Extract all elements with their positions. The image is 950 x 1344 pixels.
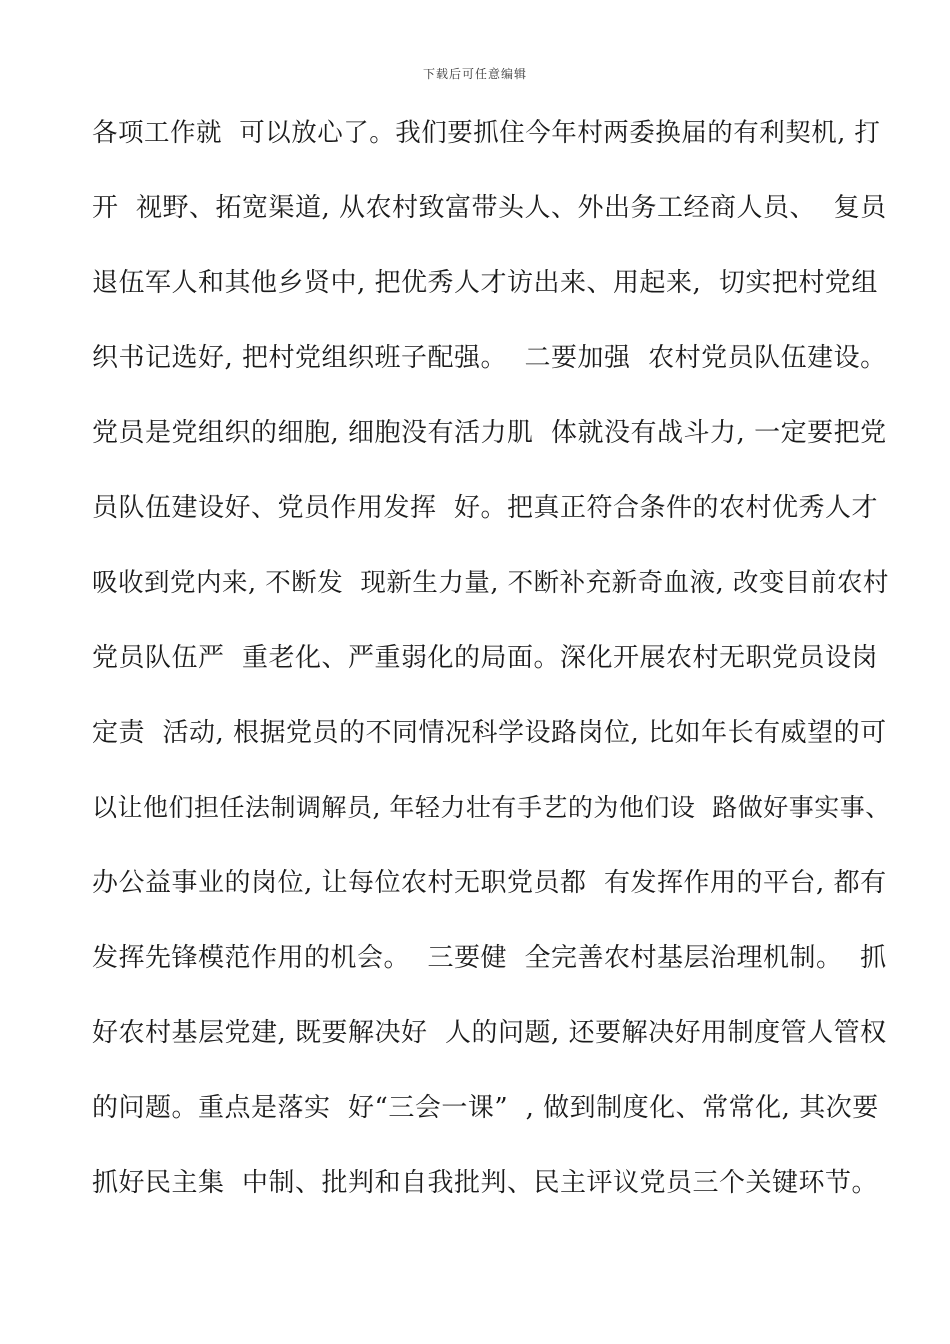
text-line: 党员队伍严 重老化、严重弱化的局面。深化开展农村无职党员设岗 xyxy=(92,643,879,673)
text-line: 的问题。重点是落实 好“三会一课” , 做到制度化、常常化, 其次要 xyxy=(92,1093,879,1123)
text-line: 吸收到党内来, 不断发 现新生力量, 不断补充新奇血液, 改变目前农村 xyxy=(92,568,889,598)
text-line: 员队伍建设好、党员作用发挥 好。把真正符合条件的农村优秀人才 xyxy=(92,493,879,523)
text-line: 织书记选好, 把村党组织班子配强。 二要加强 农村党员队伍建设。 xyxy=(92,343,887,373)
text-line: 发挥先锋模范作用的机会。 三要健 全完善农村基层治理机制。 抓 xyxy=(92,943,887,973)
text-line: 退伍军人和其他乡贤中, 把优秀人才访出来、用起来, 切实把村党组 xyxy=(92,268,878,298)
text-line: 以让他们担任法制调解员, 年轻力壮有手艺的为他们设 路做好事实事、 xyxy=(92,793,891,822)
text-line: 开 视野、拓宽渠道, 从农村致富带头人、外出务工经商人员、 复员 xyxy=(92,193,887,223)
page-header: 下载后可任意编辑 xyxy=(422,67,527,81)
document-body xyxy=(92,106,892,1231)
text-line: 各项工作就 可以放心了。我们要抓住今年村两委换届的有利契机, 打 xyxy=(92,118,881,148)
text-line: 党员是党组织的细胞, 细胞没有活力肌 体就没有战斗力, 一定要把党 xyxy=(92,418,887,448)
text-line: 抓好民主集 中制、批判和自我批判、民主评议党员三个关键环节。 xyxy=(92,1168,879,1198)
text-line: 好农村基层党建, 既要解决好 人的问题, 还要解决好用制度管人管权 xyxy=(92,1018,887,1048)
text-line: 定责 活动, 根据党员的不同情况科学设路岗位, 比如年长有威望的可 xyxy=(92,718,887,748)
text-line: 办公益事业的岗位, 让每位农村无职党员都 有发挥作用的平台, 都有 xyxy=(92,868,887,898)
